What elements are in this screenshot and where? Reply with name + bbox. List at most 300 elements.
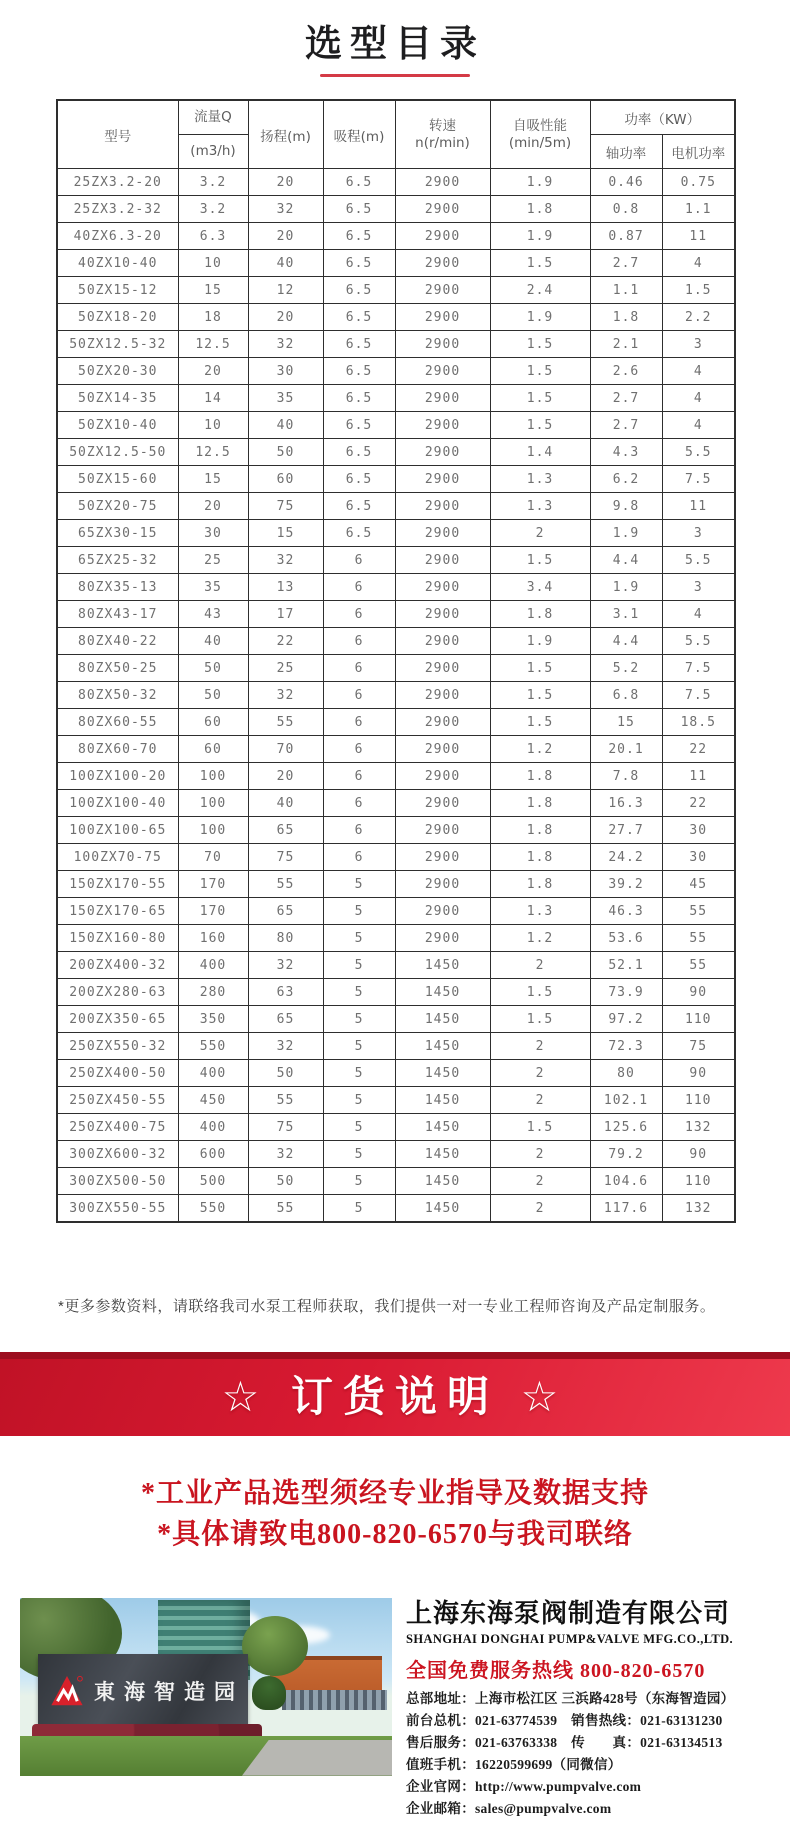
value-cell: 1.8 <box>490 196 590 223</box>
value-cell: 12 <box>248 277 323 304</box>
value-cell: 75 <box>248 1114 323 1141</box>
model-cell: 100ZX70-75 <box>57 844 178 871</box>
model-cell: 80ZX50-32 <box>57 682 178 709</box>
value-cell: 55 <box>662 952 735 979</box>
order-notice-line: *具体请致电800-820-6570与我司联络 <box>157 1518 633 1550</box>
value-cell: 65 <box>248 817 323 844</box>
value-cell: 2.1 <box>590 331 662 358</box>
value-cell: 12.5 <box>178 331 248 358</box>
value-cell: 5 <box>323 1114 395 1141</box>
value-cell: 12.5 <box>178 439 248 466</box>
spec-table-body <box>57 169 735 1223</box>
value-cell: 6.5 <box>323 358 395 385</box>
value-cell: 11 <box>662 223 735 250</box>
value-cell: 11 <box>662 493 735 520</box>
value-cell: 50 <box>248 1168 323 1195</box>
value-cell: 132 <box>662 1195 735 1223</box>
value-cell: 104.6 <box>590 1168 662 1195</box>
factory-gate <box>282 1690 387 1710</box>
value-cell: 90 <box>662 979 735 1006</box>
value-cell: 1.3 <box>490 493 590 520</box>
col-header-priming <box>490 100 590 169</box>
value-cell: 14 <box>178 385 248 412</box>
value-cell: 6 <box>323 547 395 574</box>
value-cell: 75 <box>662 1033 735 1060</box>
value-cell: 2900 <box>395 844 490 871</box>
page-title: 选型目录 <box>305 23 485 64</box>
model-cell: 50ZX12.5-32 <box>57 331 178 358</box>
value-cell: 110 <box>662 1006 735 1033</box>
value-cell: 6.5 <box>323 493 395 520</box>
value-cell: 1.1 <box>590 277 662 304</box>
value-cell: 65 <box>248 898 323 925</box>
value-cell: 20 <box>248 763 323 790</box>
value-cell: 4.3 <box>590 439 662 466</box>
value-cell: 5 <box>323 925 395 952</box>
model-cell: 65ZX30-15 <box>57 520 178 547</box>
value-cell: 2.4 <box>490 277 590 304</box>
col-header-power-group: 功率（KW） <box>590 100 735 135</box>
table-row <box>57 520 735 547</box>
order-instructions-banner <box>0 1352 790 1436</box>
model-cell: 80ZX60-70 <box>57 736 178 763</box>
value-cell: 6 <box>323 574 395 601</box>
value-cell: 2900 <box>395 574 490 601</box>
value-cell: 100 <box>178 790 248 817</box>
col-header-flow <box>178 100 248 169</box>
table-row <box>57 1060 735 1087</box>
table-row <box>57 466 735 493</box>
model-cell: 100ZX100-65 <box>57 817 178 844</box>
value-cell: 2.7 <box>590 412 662 439</box>
value-cell: 6.5 <box>323 196 395 223</box>
table-row <box>57 1006 735 1033</box>
table-row <box>57 844 735 871</box>
value-cell: 72.3 <box>590 1033 662 1060</box>
value-cell: 2 <box>490 1141 590 1168</box>
value-cell: 45 <box>662 871 735 898</box>
col-header-speed <box>395 100 490 169</box>
value-cell: 400 <box>178 952 248 979</box>
value-cell: 5 <box>323 871 395 898</box>
value-cell: 110 <box>662 1087 735 1114</box>
value-cell: 35 <box>178 574 248 601</box>
value-cell: 70 <box>178 844 248 871</box>
value-cell: 5 <box>323 1168 395 1195</box>
table-row <box>57 709 735 736</box>
value-cell: 17 <box>248 601 323 628</box>
value-cell: 100 <box>178 763 248 790</box>
value-cell: 1.9 <box>490 628 590 655</box>
company-info <box>406 1598 778 1820</box>
value-cell: 1.5 <box>490 250 590 277</box>
value-cell: 125.6 <box>590 1114 662 1141</box>
value-cell: 1450 <box>395 1087 490 1114</box>
value-cell: 1.5 <box>490 1114 590 1141</box>
value-cell: 400 <box>178 1114 248 1141</box>
value-cell: 32 <box>248 547 323 574</box>
table-row <box>57 817 735 844</box>
value-cell: 3.1 <box>590 601 662 628</box>
value-cell: 2900 <box>395 385 490 412</box>
col-header-model: 型号 <box>57 100 178 169</box>
value-cell: 5.2 <box>590 655 662 682</box>
value-cell: 73.9 <box>590 979 662 1006</box>
value-cell: 6 <box>323 736 395 763</box>
value-cell: 0.87 <box>590 223 662 250</box>
value-cell: 4 <box>662 412 735 439</box>
value-cell: 3 <box>662 331 735 358</box>
table-row <box>57 304 735 331</box>
value-cell: 5 <box>323 1060 395 1087</box>
value-cell: 1.9 <box>490 223 590 250</box>
contact-line-mobile: 值班手机：16220599699（同微信） <box>406 1757 622 1773</box>
value-cell: 132 <box>662 1114 735 1141</box>
value-cell: 170 <box>178 898 248 925</box>
value-cell: 50 <box>248 439 323 466</box>
value-cell: 2 <box>490 952 590 979</box>
value-cell: 6.2 <box>590 466 662 493</box>
value-cell: 2 <box>490 1195 590 1223</box>
value-cell: 20 <box>248 223 323 250</box>
table-row <box>57 1033 735 1060</box>
spec-table-wrap <box>56 99 734 1223</box>
value-cell: 53.6 <box>590 925 662 952</box>
value-cell: 40 <box>248 790 323 817</box>
value-cell: 32 <box>248 1141 323 1168</box>
model-cell: 50ZX15-60 <box>57 466 178 493</box>
value-cell: 6.5 <box>323 385 395 412</box>
value-cell: 6 <box>323 817 395 844</box>
value-cell: 1.3 <box>490 466 590 493</box>
table-row <box>57 412 735 439</box>
value-cell: 4 <box>662 358 735 385</box>
model-cell: 50ZX10-40 <box>57 412 178 439</box>
value-cell: 15 <box>178 277 248 304</box>
value-cell: 2900 <box>395 547 490 574</box>
value-cell: 50 <box>178 682 248 709</box>
table-row <box>57 169 735 196</box>
value-cell: 6.5 <box>323 439 395 466</box>
value-cell: 2900 <box>395 763 490 790</box>
company-section <box>0 1598 790 1820</box>
value-cell: 1450 <box>395 1141 490 1168</box>
value-cell: 1.9 <box>490 169 590 196</box>
value-cell: 1.5 <box>490 385 590 412</box>
value-cell: 32 <box>248 682 323 709</box>
table-row <box>57 979 735 1006</box>
value-cell: 2900 <box>395 682 490 709</box>
value-cell: 43 <box>178 601 248 628</box>
col-header-flow-label: 流量Q <box>179 101 248 135</box>
table-row <box>57 601 735 628</box>
value-cell: 1450 <box>395 1006 490 1033</box>
value-cell: 15 <box>590 709 662 736</box>
value-cell: 1.8 <box>490 790 590 817</box>
value-cell: 15 <box>248 520 323 547</box>
value-cell: 1450 <box>395 1033 490 1060</box>
value-cell: 55 <box>662 925 735 952</box>
value-cell: 0.75 <box>662 169 735 196</box>
table-row <box>57 547 735 574</box>
model-cell: 100ZX100-40 <box>57 790 178 817</box>
value-cell: 2900 <box>395 439 490 466</box>
value-cell: 70 <box>248 736 323 763</box>
table-row <box>57 790 735 817</box>
value-cell: 2900 <box>395 223 490 250</box>
value-cell: 60 <box>178 709 248 736</box>
value-cell: 55 <box>248 1087 323 1114</box>
order-notice-block <box>0 1474 790 1555</box>
model-cell: 80ZX60-55 <box>57 709 178 736</box>
table-row <box>57 331 735 358</box>
value-cell: 6 <box>323 628 395 655</box>
value-cell: 2 <box>490 1033 590 1060</box>
value-cell: 22 <box>662 736 735 763</box>
company-name-en: SHANGHAI DONGHAI PUMP&VALVE MFG.CO.,LTD. <box>406 1632 734 1647</box>
value-cell: 30 <box>662 817 735 844</box>
value-cell: 90 <box>662 1141 735 1168</box>
value-cell: 600 <box>178 1141 248 1168</box>
value-cell: 32 <box>248 952 323 979</box>
value-cell: 450 <box>178 1087 248 1114</box>
value-cell: 2900 <box>395 412 490 439</box>
value-cell: 24.2 <box>590 844 662 871</box>
value-cell: 5 <box>323 1033 395 1060</box>
contact-line-website: 企业官网：http://www.pumpvalve.com <box>406 1778 642 1794</box>
model-cell: 200ZX350-65 <box>57 1006 178 1033</box>
value-cell: 1.8 <box>490 763 590 790</box>
value-cell: 32 <box>248 1033 323 1060</box>
value-cell: 3 <box>662 574 735 601</box>
model-cell: 80ZX40-22 <box>57 628 178 655</box>
value-cell: 27.7 <box>590 817 662 844</box>
value-cell: 6.5 <box>323 466 395 493</box>
title-underline <box>320 74 470 77</box>
value-cell: 6.3 <box>178 223 248 250</box>
value-cell: 18 <box>178 304 248 331</box>
col-header-priming-unit: (min/5m) <box>508 134 572 151</box>
value-cell: 1.5 <box>490 331 590 358</box>
value-cell: 22 <box>248 628 323 655</box>
value-cell: 5.5 <box>662 547 735 574</box>
value-cell: 2900 <box>395 493 490 520</box>
value-cell: 2 <box>490 1168 590 1195</box>
value-cell: 1.5 <box>490 655 590 682</box>
company-logo-icon <box>50 1674 84 1708</box>
value-cell: 6.5 <box>323 331 395 358</box>
value-cell: 2900 <box>395 331 490 358</box>
value-cell: 2900 <box>395 709 490 736</box>
value-cell: 2900 <box>395 304 490 331</box>
value-cell: 1.8 <box>490 871 590 898</box>
value-cell: 1450 <box>395 979 490 1006</box>
value-cell: 3 <box>662 520 735 547</box>
model-cell: 25ZX3.2-20 <box>57 169 178 196</box>
value-cell: 100 <box>178 817 248 844</box>
value-cell: 2900 <box>395 898 490 925</box>
value-cell: 550 <box>178 1033 248 1060</box>
tree-shape <box>252 1676 286 1710</box>
model-cell: 80ZX43-17 <box>57 601 178 628</box>
value-cell: 55 <box>662 898 735 925</box>
value-cell: 1.9 <box>490 304 590 331</box>
col-header-priming-label: 自吸性能 <box>513 118 567 135</box>
value-cell: 20 <box>178 358 248 385</box>
value-cell: 6 <box>323 709 395 736</box>
company-hotline: 全国免费服务热线 800-820-6570 <box>406 1660 706 1683</box>
value-cell: 2900 <box>395 655 490 682</box>
value-cell: 55 <box>248 1195 323 1223</box>
value-cell: 3.2 <box>178 169 248 196</box>
value-cell: 2.7 <box>590 385 662 412</box>
model-cell: 65ZX25-32 <box>57 547 178 574</box>
model-cell: 250ZX400-50 <box>57 1060 178 1087</box>
value-cell: 5 <box>323 898 395 925</box>
value-cell: 5 <box>323 1087 395 1114</box>
value-cell: 6.5 <box>323 277 395 304</box>
value-cell: 5 <box>323 1195 395 1223</box>
value-cell: 20.1 <box>590 736 662 763</box>
value-cell: 6.5 <box>323 520 395 547</box>
value-cell: 1.8 <box>490 844 590 871</box>
value-cell: 40 <box>248 250 323 277</box>
company-contact-lines <box>406 1688 778 1819</box>
table-row <box>57 1168 735 1195</box>
model-cell: 300ZX500-50 <box>57 1168 178 1195</box>
model-cell: 250ZX550-32 <box>57 1033 178 1060</box>
campus-photo <box>20 1598 392 1776</box>
model-cell: 50ZX14-35 <box>57 385 178 412</box>
value-cell: 2 <box>490 520 590 547</box>
value-cell: 10 <box>178 250 248 277</box>
value-cell: 30 <box>178 520 248 547</box>
campus-sign <box>38 1654 248 1728</box>
value-cell: 2900 <box>395 736 490 763</box>
value-cell: 170 <box>178 871 248 898</box>
value-cell: 79.2 <box>590 1141 662 1168</box>
value-cell: 1.5 <box>490 412 590 439</box>
value-cell: 15 <box>178 466 248 493</box>
value-cell: 6 <box>323 763 395 790</box>
value-cell: 2900 <box>395 250 490 277</box>
value-cell: 102.1 <box>590 1087 662 1114</box>
table-row <box>57 952 735 979</box>
model-cell: 50ZX18-20 <box>57 304 178 331</box>
value-cell: 30 <box>248 358 323 385</box>
value-cell: 7.5 <box>662 655 735 682</box>
value-cell: 2900 <box>395 871 490 898</box>
value-cell: 1450 <box>395 1060 490 1087</box>
value-cell: 1.5 <box>490 979 590 1006</box>
value-cell: 10 <box>178 412 248 439</box>
value-cell: 1450 <box>395 1114 490 1141</box>
value-cell: 11 <box>662 763 735 790</box>
value-cell: 6 <box>323 601 395 628</box>
value-cell: 2900 <box>395 628 490 655</box>
model-cell: 100ZX100-20 <box>57 763 178 790</box>
value-cell: 4 <box>662 250 735 277</box>
value-cell: 5.5 <box>662 628 735 655</box>
model-cell: 50ZX12.5-50 <box>57 439 178 466</box>
value-cell: 6 <box>323 844 395 871</box>
model-cell: 300ZX600-32 <box>57 1141 178 1168</box>
value-cell: 2900 <box>395 520 490 547</box>
catalog-note: *更多参数资料，请联络我司水泵工程师获取，我们提供一对一专业工程师咨询及产品定制服务。 <box>58 1298 716 1316</box>
value-cell: 1.8 <box>590 304 662 331</box>
model-cell: 250ZX450-55 <box>57 1087 178 1114</box>
value-cell: 2900 <box>395 196 490 223</box>
col-header-speed-unit: n(r/min) <box>415 134 470 151</box>
value-cell: 55 <box>248 709 323 736</box>
value-cell: 20 <box>178 493 248 520</box>
value-cell: 60 <box>178 736 248 763</box>
value-cell: 52.1 <box>590 952 662 979</box>
table-row <box>57 385 735 412</box>
model-cell: 150ZX170-65 <box>57 898 178 925</box>
spec-table <box>56 99 736 1223</box>
model-cell: 200ZX400-32 <box>57 952 178 979</box>
value-cell: 50 <box>248 1060 323 1087</box>
value-cell: 1.9 <box>590 574 662 601</box>
value-cell: 40 <box>178 628 248 655</box>
value-cell: 16.3 <box>590 790 662 817</box>
value-cell: 90 <box>662 1060 735 1087</box>
value-cell: 1450 <box>395 1168 490 1195</box>
table-row <box>57 250 735 277</box>
value-cell: 4.4 <box>590 547 662 574</box>
value-cell: 5.5 <box>662 439 735 466</box>
value-cell: 1.5 <box>490 547 590 574</box>
value-cell: 5 <box>323 952 395 979</box>
value-cell: 2900 <box>395 277 490 304</box>
value-cell: 1.8 <box>490 601 590 628</box>
value-cell: 2900 <box>395 925 490 952</box>
model-cell: 300ZX550-55 <box>57 1195 178 1223</box>
table-row <box>57 871 735 898</box>
value-cell: 2900 <box>395 358 490 385</box>
value-cell: 5 <box>323 979 395 1006</box>
value-cell: 400 <box>178 1060 248 1087</box>
value-cell: 6 <box>323 655 395 682</box>
model-cell: 80ZX50-25 <box>57 655 178 682</box>
value-cell: 80 <box>590 1060 662 1087</box>
model-cell: 250ZX400-75 <box>57 1114 178 1141</box>
contact-line-address: 总部地址：上海市松江区 三浜路428号（东海智造园） <box>406 1691 735 1707</box>
value-cell: 6.8 <box>590 682 662 709</box>
value-cell: 1450 <box>395 1195 490 1223</box>
value-cell: 0.46 <box>590 169 662 196</box>
contact-line-after-sales: 售后服务：021-63763338 传 真：021-63134513 <box>406 1735 723 1751</box>
value-cell: 2900 <box>395 601 490 628</box>
col-header-head: 扬程(m) <box>248 100 323 169</box>
value-cell: 1.1 <box>662 196 735 223</box>
model-cell: 200ZX280-63 <box>57 979 178 1006</box>
value-cell: 110 <box>662 1168 735 1195</box>
value-cell: 6.5 <box>323 412 395 439</box>
value-cell: 1.3 <box>490 898 590 925</box>
value-cell: 40 <box>248 412 323 439</box>
model-cell: 25ZX3.2-32 <box>57 196 178 223</box>
value-cell: 20 <box>248 169 323 196</box>
value-cell: 25 <box>248 655 323 682</box>
value-cell: 55 <box>248 871 323 898</box>
value-cell: 6.5 <box>323 223 395 250</box>
value-cell: 2 <box>490 1060 590 1087</box>
value-cell: 2900 <box>395 790 490 817</box>
tree-shape <box>242 1616 308 1676</box>
value-cell: 50 <box>178 655 248 682</box>
